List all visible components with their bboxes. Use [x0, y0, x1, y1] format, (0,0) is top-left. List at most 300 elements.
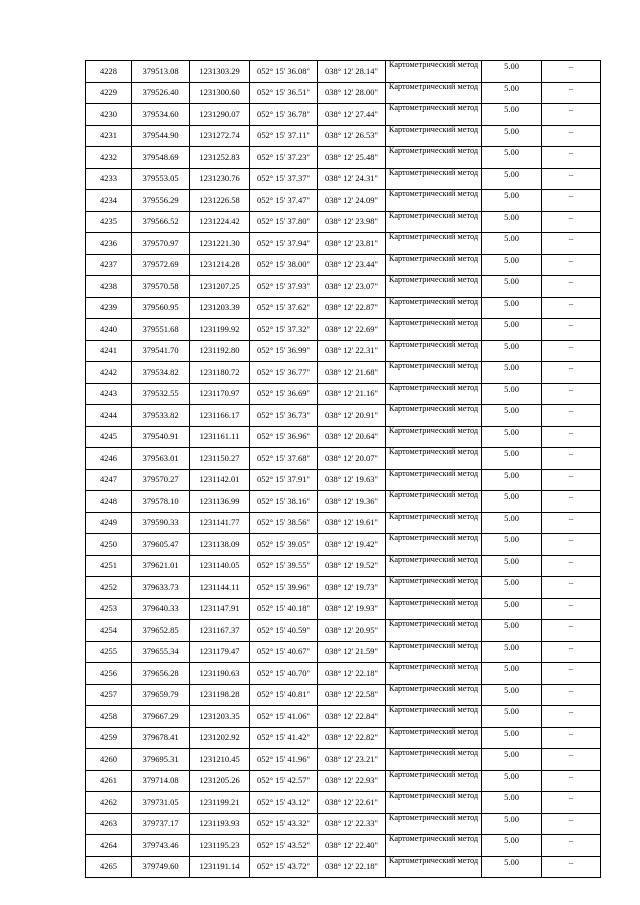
- note-cell: –: [542, 491, 601, 513]
- x-coordinate-cell: 379570.27: [132, 469, 190, 491]
- table-row: [86, 598, 601, 620]
- y-coordinate-cell: 1231205.26: [190, 770, 250, 792]
- latitude-cell: 052° 15' 37.11": [250, 125, 318, 147]
- note-cell: –: [542, 125, 601, 147]
- latitude-cell: 052° 15' 43.52": [250, 835, 318, 857]
- method-cell: Картометрический метод: [386, 749, 482, 771]
- x-coordinate-cell: 379553.05: [132, 168, 190, 190]
- x-coordinate-cell: 379563.01: [132, 448, 190, 470]
- longitude-cell: 038° 12' 22.69": [318, 319, 386, 341]
- y-coordinate-cell: 1231290.07: [190, 104, 250, 126]
- method-cell: Картометрический метод: [386, 620, 482, 642]
- y-coordinate-cell: 1231179.47: [190, 641, 250, 663]
- point-number-cell: 4265: [86, 856, 132, 878]
- x-coordinate-cell: 379695.31: [132, 749, 190, 771]
- point-number-cell: 4240: [86, 319, 132, 341]
- table-row: [86, 254, 601, 276]
- method-cell: Картометрический метод: [386, 147, 482, 169]
- y-coordinate-cell: 1231170.97: [190, 383, 250, 405]
- y-coordinate-cell: 1231207.25: [190, 276, 250, 298]
- note-cell: –: [542, 770, 601, 792]
- table-row: [86, 641, 601, 663]
- table-row: [86, 233, 601, 255]
- accuracy-cell: 5.00: [482, 104, 542, 126]
- point-number-cell: 4262: [86, 792, 132, 814]
- note-cell: –: [542, 104, 601, 126]
- note-cell: –: [542, 598, 601, 620]
- point-number-cell: 4246: [86, 448, 132, 470]
- note-cell: –: [542, 727, 601, 749]
- y-coordinate-cell: 1231167.37: [190, 620, 250, 642]
- latitude-cell: 052° 15' 43.12": [250, 792, 318, 814]
- point-number-cell: 4259: [86, 727, 132, 749]
- accuracy-cell: 5.00: [482, 512, 542, 534]
- method-cell: Картометрический метод: [386, 276, 482, 298]
- x-coordinate-cell: 379556.29: [132, 190, 190, 212]
- point-number-cell: 4228: [86, 61, 132, 83]
- longitude-cell: 038° 12' 21.16": [318, 383, 386, 405]
- accuracy-cell: 5.00: [482, 620, 542, 642]
- method-cell: Картометрический метод: [386, 835, 482, 857]
- note-cell: –: [542, 577, 601, 599]
- note-cell: –: [542, 383, 601, 405]
- latitude-cell: 052° 15' 38.56": [250, 512, 318, 534]
- method-cell: Картометрический метод: [386, 82, 482, 104]
- longitude-cell: 038° 12' 20.64": [318, 426, 386, 448]
- table-row: [86, 534, 601, 556]
- note-cell: –: [542, 835, 601, 857]
- longitude-cell: 038° 12' 19.63": [318, 469, 386, 491]
- accuracy-cell: 5.00: [482, 663, 542, 685]
- x-coordinate-cell: 379548.69: [132, 147, 190, 169]
- latitude-cell: 052° 15' 40.70": [250, 663, 318, 685]
- point-number-cell: 4245: [86, 426, 132, 448]
- latitude-cell: 052° 15' 41.96": [250, 749, 318, 771]
- method-cell: Картометрический метод: [386, 684, 482, 706]
- longitude-cell: 038° 12' 22.84": [318, 706, 386, 728]
- y-coordinate-cell: 1231144.11: [190, 577, 250, 599]
- y-coordinate-cell: 1231199.21: [190, 792, 250, 814]
- note-cell: –: [542, 534, 601, 556]
- accuracy-cell: 5.00: [482, 706, 542, 728]
- x-coordinate-cell: 379551.68: [132, 319, 190, 341]
- point-number-cell: 4238: [86, 276, 132, 298]
- method-cell: Картометрический метод: [386, 641, 482, 663]
- point-number-cell: 4263: [86, 813, 132, 835]
- method-cell: Картометрический метод: [386, 448, 482, 470]
- method-cell: Картометрический метод: [386, 362, 482, 384]
- method-cell: Картометрический метод: [386, 534, 482, 556]
- point-number-cell: 4255: [86, 641, 132, 663]
- y-coordinate-cell: 1231141.77: [190, 512, 250, 534]
- method-cell: Картометрический метод: [386, 555, 482, 577]
- accuracy-cell: 5.00: [482, 727, 542, 749]
- note-cell: –: [542, 856, 601, 878]
- latitude-cell: 052° 15' 37.37": [250, 168, 318, 190]
- longitude-cell: 038° 12' 20.07": [318, 448, 386, 470]
- method-cell: Картометрический метод: [386, 512, 482, 534]
- method-cell: Картометрический метод: [386, 340, 482, 362]
- note-cell: –: [542, 340, 601, 362]
- latitude-cell: 052° 15' 37.93": [250, 276, 318, 298]
- longitude-cell: 038° 12' 28.14": [318, 61, 386, 83]
- table-row: [86, 491, 601, 513]
- method-cell: Картометрический метод: [386, 491, 482, 513]
- latitude-cell: 052° 15' 41.42": [250, 727, 318, 749]
- accuracy-cell: 5.00: [482, 641, 542, 663]
- table-body: [86, 61, 601, 878]
- point-number-cell: 4239: [86, 297, 132, 319]
- latitude-cell: 052° 15' 36.96": [250, 426, 318, 448]
- table-row: [86, 856, 601, 878]
- table-row: [86, 104, 601, 126]
- accuracy-cell: 5.00: [482, 405, 542, 427]
- latitude-cell: 052° 15' 37.32": [250, 319, 318, 341]
- method-cell: Картометрический метод: [386, 125, 482, 147]
- table-row: [86, 512, 601, 534]
- accuracy-cell: 5.00: [482, 770, 542, 792]
- x-coordinate-cell: 379560.95: [132, 297, 190, 319]
- table-row: [86, 663, 601, 685]
- longitude-cell: 038° 12' 25.48": [318, 147, 386, 169]
- longitude-cell: 038° 12' 22.61": [318, 792, 386, 814]
- y-coordinate-cell: 1231221.30: [190, 233, 250, 255]
- table-row: [86, 82, 601, 104]
- table-row: [86, 61, 601, 83]
- x-coordinate-cell: 379513.08: [132, 61, 190, 83]
- note-cell: –: [542, 641, 601, 663]
- latitude-cell: 052° 15' 40.81": [250, 684, 318, 706]
- point-number-cell: 4247: [86, 469, 132, 491]
- longitude-cell: 038° 12' 23.44": [318, 254, 386, 276]
- y-coordinate-cell: 1231272.74: [190, 125, 250, 147]
- point-number-cell: 4231: [86, 125, 132, 147]
- table-row: [86, 792, 601, 814]
- method-cell: Картометрический метод: [386, 254, 482, 276]
- y-coordinate-cell: 1231210.45: [190, 749, 250, 771]
- y-coordinate-cell: 1231191.14: [190, 856, 250, 878]
- accuracy-cell: 5.00: [482, 813, 542, 835]
- longitude-cell: 038° 12' 28.00": [318, 82, 386, 104]
- y-coordinate-cell: 1231203.39: [190, 297, 250, 319]
- longitude-cell: 038° 12' 20.91": [318, 405, 386, 427]
- longitude-cell: 038° 12' 22.87": [318, 297, 386, 319]
- note-cell: –: [542, 405, 601, 427]
- accuracy-cell: 5.00: [482, 254, 542, 276]
- note-cell: –: [542, 813, 601, 835]
- point-number-cell: 4241: [86, 340, 132, 362]
- note-cell: –: [542, 168, 601, 190]
- table-row: [86, 362, 601, 384]
- y-coordinate-cell: 1231166.17: [190, 405, 250, 427]
- latitude-cell: 052° 15' 36.69": [250, 383, 318, 405]
- accuracy-cell: 5.00: [482, 749, 542, 771]
- accuracy-cell: 5.00: [482, 190, 542, 212]
- table-row: [86, 835, 601, 857]
- accuracy-cell: 5.00: [482, 362, 542, 384]
- y-coordinate-cell: 1231142.01: [190, 469, 250, 491]
- point-number-cell: 4250: [86, 534, 132, 556]
- point-number-cell: 4230: [86, 104, 132, 126]
- accuracy-cell: 5.00: [482, 534, 542, 556]
- table-row: [86, 276, 601, 298]
- x-coordinate-cell: 379737.17: [132, 813, 190, 835]
- y-coordinate-cell: 1231199.92: [190, 319, 250, 341]
- longitude-cell: 038° 12' 23.07": [318, 276, 386, 298]
- longitude-cell: 038° 12' 19.61": [318, 512, 386, 534]
- accuracy-cell: 5.00: [482, 319, 542, 341]
- point-number-cell: 4243: [86, 383, 132, 405]
- accuracy-cell: 5.00: [482, 297, 542, 319]
- method-cell: Картометрический метод: [386, 190, 482, 212]
- y-coordinate-cell: 1231230.76: [190, 168, 250, 190]
- longitude-cell: 038° 12' 22.18": [318, 663, 386, 685]
- longitude-cell: 038° 12' 27.44": [318, 104, 386, 126]
- latitude-cell: 052° 15' 39.05": [250, 534, 318, 556]
- table-row: [86, 319, 601, 341]
- longitude-cell: 038° 12' 19.52": [318, 555, 386, 577]
- y-coordinate-cell: 1231147.91: [190, 598, 250, 620]
- x-coordinate-cell: 379578.10: [132, 491, 190, 513]
- longitude-cell: 038° 12' 22.40": [318, 835, 386, 857]
- method-cell: Картометрический метод: [386, 61, 482, 83]
- method-cell: Картометрический метод: [386, 233, 482, 255]
- x-coordinate-cell: 379540.91: [132, 426, 190, 448]
- x-coordinate-cell: 379659.79: [132, 684, 190, 706]
- y-coordinate-cell: 1231161.11: [190, 426, 250, 448]
- point-number-cell: 4256: [86, 663, 132, 685]
- method-cell: Картометрический метод: [386, 426, 482, 448]
- y-coordinate-cell: 1231300.60: [190, 82, 250, 104]
- accuracy-cell: 5.00: [482, 856, 542, 878]
- x-coordinate-cell: 379633.73: [132, 577, 190, 599]
- accuracy-cell: 5.00: [482, 168, 542, 190]
- longitude-cell: 038° 12' 21.68": [318, 362, 386, 384]
- longitude-cell: 038° 12' 19.36": [318, 491, 386, 513]
- latitude-cell: 052° 15' 38.00": [250, 254, 318, 276]
- point-number-cell: 4254: [86, 620, 132, 642]
- table-row: [86, 405, 601, 427]
- method-cell: Картометрический метод: [386, 598, 482, 620]
- longitude-cell: 038° 12' 23.81": [318, 233, 386, 255]
- table-row: [86, 190, 601, 212]
- latitude-cell: 052° 15' 37.68": [250, 448, 318, 470]
- longitude-cell: 038° 12' 19.93": [318, 598, 386, 620]
- note-cell: –: [542, 297, 601, 319]
- point-number-cell: 4251: [86, 555, 132, 577]
- note-cell: –: [542, 792, 601, 814]
- x-coordinate-cell: 379605.47: [132, 534, 190, 556]
- y-coordinate-cell: 1231192.80: [190, 340, 250, 362]
- latitude-cell: 052° 15' 36.08": [250, 61, 318, 83]
- latitude-cell: 052° 15' 36.78": [250, 104, 318, 126]
- latitude-cell: 052° 15' 40.18": [250, 598, 318, 620]
- accuracy-cell: 5.00: [482, 383, 542, 405]
- method-cell: Картометрический метод: [386, 856, 482, 878]
- x-coordinate-cell: 379714.08: [132, 770, 190, 792]
- y-coordinate-cell: 1231195.23: [190, 835, 250, 857]
- x-coordinate-cell: 379590.33: [132, 512, 190, 534]
- x-coordinate-cell: 379533.82: [132, 405, 190, 427]
- accuracy-cell: 5.00: [482, 426, 542, 448]
- longitude-cell: 038° 12' 24.31": [318, 168, 386, 190]
- y-coordinate-cell: 1231224.42: [190, 211, 250, 233]
- y-coordinate-cell: 1231202.92: [190, 727, 250, 749]
- accuracy-cell: 5.00: [482, 577, 542, 599]
- table-row: [86, 706, 601, 728]
- table-row: [86, 684, 601, 706]
- latitude-cell: 052° 15' 39.96": [250, 577, 318, 599]
- table-row: [86, 297, 601, 319]
- method-cell: Картометрический метод: [386, 469, 482, 491]
- latitude-cell: 052° 15' 41.06": [250, 706, 318, 728]
- accuracy-cell: 5.00: [482, 147, 542, 169]
- x-coordinate-cell: 379656.28: [132, 663, 190, 685]
- x-coordinate-cell: 379570.97: [132, 233, 190, 255]
- table-row: [86, 168, 601, 190]
- x-coordinate-cell: 379749.60: [132, 856, 190, 878]
- accuracy-cell: 5.00: [482, 82, 542, 104]
- point-number-cell: 4264: [86, 835, 132, 857]
- method-cell: Картометрический метод: [386, 405, 482, 427]
- method-cell: Картометрический метод: [386, 297, 482, 319]
- latitude-cell: 052° 15' 36.73": [250, 405, 318, 427]
- note-cell: –: [542, 319, 601, 341]
- accuracy-cell: 5.00: [482, 555, 542, 577]
- table-row: [86, 770, 601, 792]
- point-number-cell: 4229: [86, 82, 132, 104]
- x-coordinate-cell: 379544.90: [132, 125, 190, 147]
- accuracy-cell: 5.00: [482, 835, 542, 857]
- x-coordinate-cell: 379731.05: [132, 792, 190, 814]
- table-row: [86, 340, 601, 362]
- latitude-cell: 052° 15' 43.72": [250, 856, 318, 878]
- note-cell: –: [542, 254, 601, 276]
- method-cell: Картометрический метод: [386, 770, 482, 792]
- note-cell: –: [542, 512, 601, 534]
- method-cell: Картометрический метод: [386, 211, 482, 233]
- latitude-cell: 052° 15' 37.23": [250, 147, 318, 169]
- x-coordinate-cell: 379678.41: [132, 727, 190, 749]
- latitude-cell: 052° 15' 42.57": [250, 770, 318, 792]
- y-coordinate-cell: 1231203.35: [190, 706, 250, 728]
- method-cell: Картометрический метод: [386, 813, 482, 835]
- latitude-cell: 052° 15' 37.94": [250, 233, 318, 255]
- table-row: [86, 147, 601, 169]
- latitude-cell: 052° 15' 36.99": [250, 340, 318, 362]
- x-coordinate-cell: 379743.46: [132, 835, 190, 857]
- x-coordinate-cell: 379667.29: [132, 706, 190, 728]
- note-cell: –: [542, 706, 601, 728]
- y-coordinate-cell: 1231190.63: [190, 663, 250, 685]
- accuracy-cell: 5.00: [482, 211, 542, 233]
- latitude-cell: 052° 15' 37.62": [250, 297, 318, 319]
- x-coordinate-cell: 379541.70: [132, 340, 190, 362]
- x-coordinate-cell: 379570.58: [132, 276, 190, 298]
- longitude-cell: 038° 12' 19.42": [318, 534, 386, 556]
- longitude-cell: 038° 12' 23.21": [318, 749, 386, 771]
- note-cell: –: [542, 426, 601, 448]
- accuracy-cell: 5.00: [482, 491, 542, 513]
- longitude-cell: 038° 12' 24.09": [318, 190, 386, 212]
- point-number-cell: 4260: [86, 749, 132, 771]
- table-row: [86, 813, 601, 835]
- method-cell: Картометрический метод: [386, 792, 482, 814]
- point-number-cell: 4248: [86, 491, 132, 513]
- latitude-cell: 052° 15' 40.59": [250, 620, 318, 642]
- y-coordinate-cell: 1231214.28: [190, 254, 250, 276]
- x-coordinate-cell: 379532.55: [132, 383, 190, 405]
- longitude-cell: 038° 12' 22.58": [318, 684, 386, 706]
- y-coordinate-cell: 1231138.09: [190, 534, 250, 556]
- point-number-cell: 4233: [86, 168, 132, 190]
- x-coordinate-cell: 379572.69: [132, 254, 190, 276]
- table-row: [86, 469, 601, 491]
- latitude-cell: 052° 15' 39.55": [250, 555, 318, 577]
- note-cell: –: [542, 448, 601, 470]
- point-number-cell: 4257: [86, 684, 132, 706]
- longitude-cell: 038° 12' 22.31": [318, 340, 386, 362]
- accuracy-cell: 5.00: [482, 684, 542, 706]
- note-cell: –: [542, 147, 601, 169]
- latitude-cell: 052° 15' 38.16": [250, 491, 318, 513]
- table-row: [86, 749, 601, 771]
- latitude-cell: 052° 15' 40.67": [250, 641, 318, 663]
- accuracy-cell: 5.00: [482, 340, 542, 362]
- latitude-cell: 052° 15' 36.51": [250, 82, 318, 104]
- accuracy-cell: 5.00: [482, 469, 542, 491]
- y-coordinate-cell: 1231136.99: [190, 491, 250, 513]
- point-number-cell: 4235: [86, 211, 132, 233]
- y-coordinate-cell: 1231140.05: [190, 555, 250, 577]
- table-row: [86, 211, 601, 233]
- method-cell: Картометрический метод: [386, 104, 482, 126]
- y-coordinate-cell: 1231193.93: [190, 813, 250, 835]
- table-row: [86, 555, 601, 577]
- note-cell: –: [542, 620, 601, 642]
- note-cell: –: [542, 469, 601, 491]
- longitude-cell: 038° 12' 22.82": [318, 727, 386, 749]
- table-row: [86, 727, 601, 749]
- x-coordinate-cell: 379621.01: [132, 555, 190, 577]
- point-number-cell: 4244: [86, 405, 132, 427]
- note-cell: –: [542, 684, 601, 706]
- point-number-cell: 4258: [86, 706, 132, 728]
- point-number-cell: 4237: [86, 254, 132, 276]
- note-cell: –: [542, 362, 601, 384]
- accuracy-cell: 5.00: [482, 233, 542, 255]
- x-coordinate-cell: 379534.60: [132, 104, 190, 126]
- method-cell: Картометрический метод: [386, 577, 482, 599]
- point-number-cell: 4253: [86, 598, 132, 620]
- longitude-cell: 038° 12' 20.95": [318, 620, 386, 642]
- y-coordinate-cell: 1231303.29: [190, 61, 250, 83]
- x-coordinate-cell: 379534.82: [132, 362, 190, 384]
- longitude-cell: 038° 12' 22.93": [318, 770, 386, 792]
- latitude-cell: 052° 15' 37.80": [250, 211, 318, 233]
- latitude-cell: 052° 15' 36.77": [250, 362, 318, 384]
- note-cell: –: [542, 276, 601, 298]
- longitude-cell: 038° 12' 26.53": [318, 125, 386, 147]
- longitude-cell: 038° 12' 23.98": [318, 211, 386, 233]
- method-cell: Картометрический метод: [386, 727, 482, 749]
- note-cell: –: [542, 233, 601, 255]
- point-number-cell: 4242: [86, 362, 132, 384]
- accuracy-cell: 5.00: [482, 276, 542, 298]
- point-number-cell: 4252: [86, 577, 132, 599]
- point-number-cell: 4234: [86, 190, 132, 212]
- note-cell: –: [542, 61, 601, 83]
